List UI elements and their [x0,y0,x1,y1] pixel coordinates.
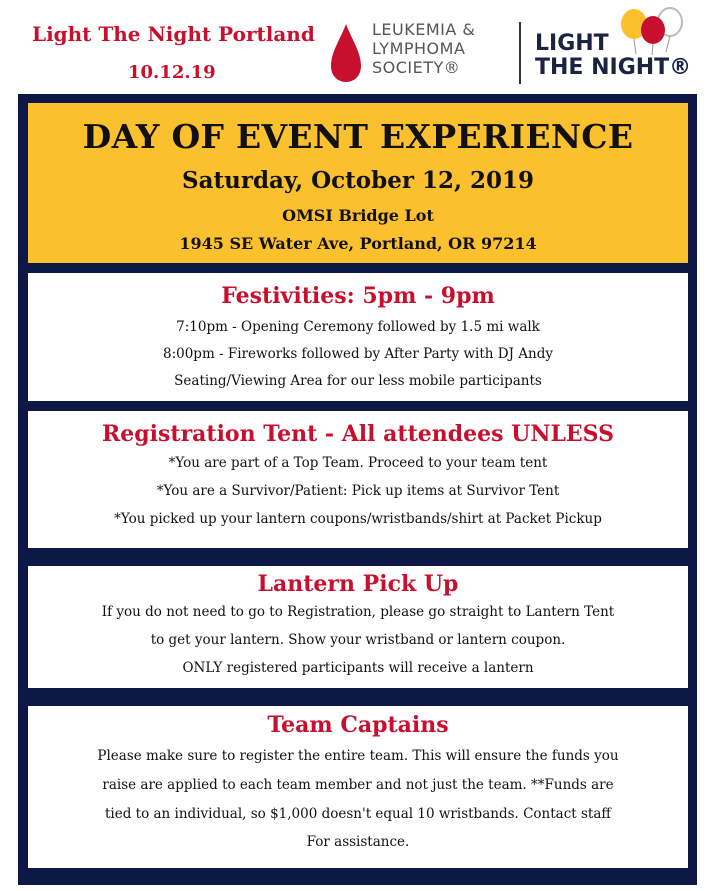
section-title: Registration Tent - All attendees UNLESS [102,421,614,447]
team-captains-section [28,706,688,868]
banner-date: Saturday, October 12, 2019 [181,167,535,194]
section-line: *You are a Survivor/Patient: Pick up items at Survivor Tent [156,483,560,499]
section-line: If you do not need to go to Registration, please go straight to Lantern Tent [101,604,615,620]
event-banner [28,103,688,263]
section-title: Team Captains [267,712,449,738]
section-line: 8:00pm - Fireworks followed by After Party with DJ Andy [162,346,553,362]
section-line: to get your lantern. Show your wristband or lantern coupon. [150,632,566,648]
section-line: *You picked up your lantern coupons/wristbands/shirt at Packet Pickup [114,511,602,527]
blood-drop-icon [330,22,362,84]
section-line: For assistance. [306,834,410,850]
section-line: *You are part of a Top Team. Proceed to your team tent [168,455,548,471]
section-title: Lantern Pick Up [257,571,459,597]
registration-section [28,411,688,548]
section-line: tied to an individual, so $1,000 doesn't equal 10 wristbands. Contact staff [105,806,611,822]
lls-logo-line: LEUKEMIA & [372,20,476,39]
banner-address: 1945 SE Water Ave, Portland, OR 97214 [179,234,537,253]
section-line: Please make sure to register the entire team. This will ensure the funds you [97,748,619,764]
event-title: Light The Night Portland [32,22,315,46]
banner-heading: DAY OF EVENT EXPERIENCE [82,117,634,156]
section-line: raise are applied to each team member and not just the team. **Funds are [102,777,614,793]
logo-divider [519,22,521,84]
festivities-section [28,273,688,401]
ltn-logo-line: THE NIGHT® [535,55,692,80]
section-line: ONLY registered participants will receive a lantern [182,660,534,676]
lls-logo-text [372,20,475,77]
lantern-section [28,566,688,688]
page-header [0,0,710,92]
event-short-date: 10.12.19 [128,62,216,83]
section-line: Seating/Viewing Area for our less mobile participants [174,373,542,389]
lls-logo-line: LYMPHOMA [372,39,466,58]
section-title: Festivities: 5pm - 9pm [221,283,495,309]
lantern-balloons-icon [616,6,686,56]
ltn-logo-line: LIGHT [535,31,609,56]
lls-logo-line: SOCIETY® [372,58,461,77]
section-line: 7:10pm - Opening Ceremony followed by 1.5 mi walk [176,319,540,335]
banner-venue: OMSI Bridge Lot [282,206,434,225]
